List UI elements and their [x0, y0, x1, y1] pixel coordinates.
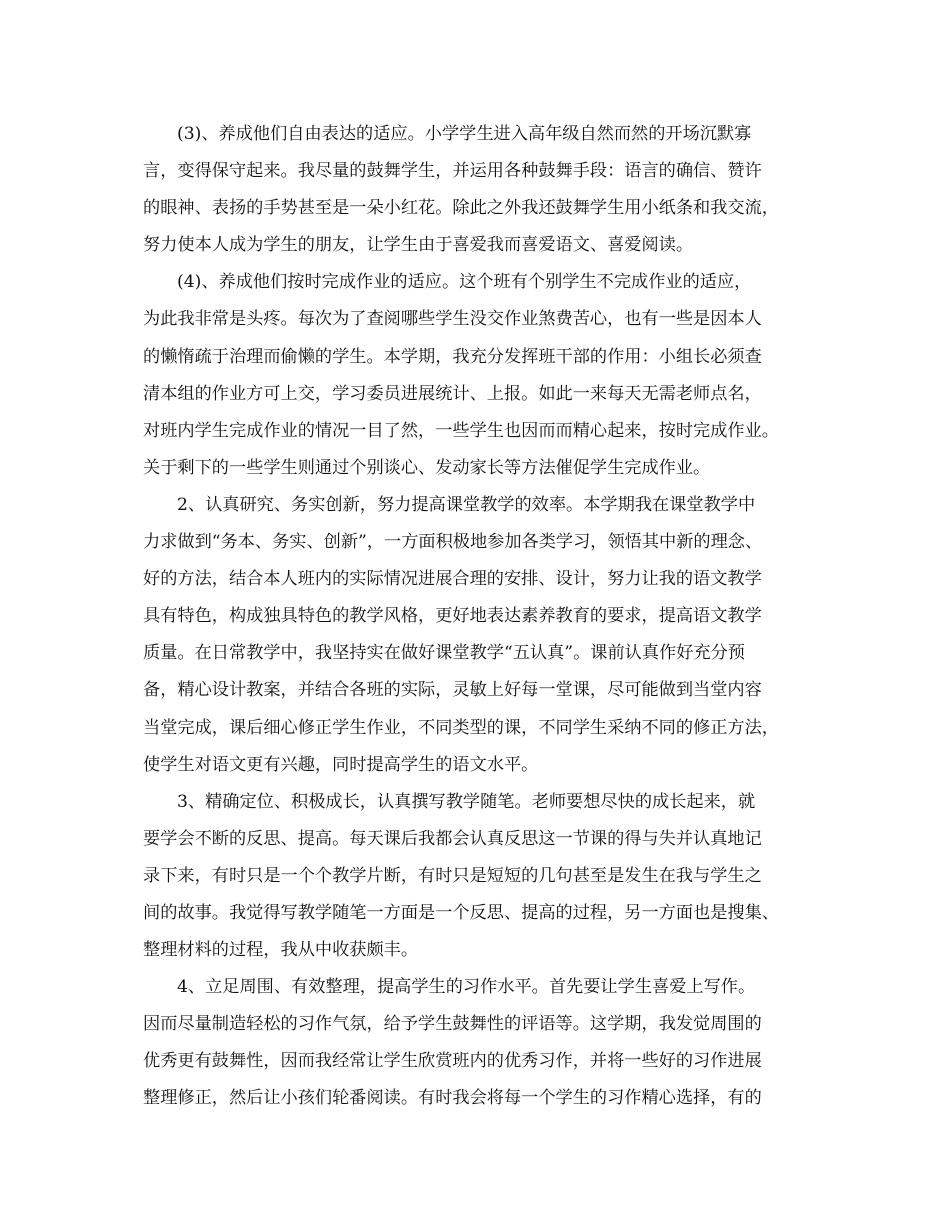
- text-line: 努力使本人成为学生的朋友，让学生由于喜爱我而喜爱语文、喜爱阅读。: [143, 235, 694, 256]
- text-line: 清本组的作业方可上交，学习委员进展统计、上报。如此一来每天无需老师点名，: [143, 383, 762, 404]
- text-line: 力求做到“务本、务实、创新”，一方面积极地参加各类学习，领悟其中新的理念、: [143, 532, 763, 553]
- text-line: 对班内学生完成作业的情况一目了然，一些学生也因而而精心起来，按时完成作业。: [143, 420, 779, 441]
- text-line: 4、立足周围、有效整理，提高学生的习作水平。首先要让学生喜爱上写作。: [177, 977, 756, 998]
- paragraph-classroom-efficiency: [143, 487, 829, 784]
- text-line: 因而尽量制造轻松的习作气氛，给予学生鼓舞性的评语等。这学期，我发觉周围的: [143, 1014, 762, 1035]
- text-line: 的眼神、表扬的手势甚至是一朵小红花。除此之外我还鼓舞学生用小纸条和我交流，: [143, 198, 779, 219]
- text-line: 间的故事。我觉得写教学随笔一方面是一个反思、提高的过程，另一方面也是搜集、: [143, 902, 779, 923]
- text-line: (4)、养成他们按时完成作业的适应。这个班有个别学生不完成作业的适应，: [177, 272, 752, 293]
- paragraph-writing-level: [143, 969, 829, 1117]
- text-line: 具有特色，构成独具特色的教学风格，更好地表达素养教育的要求，提高语文教学: [143, 606, 762, 627]
- text-line: 优秀更有鼓舞性，因而我经常让学生欣赏班内的优秀习作，并将一些好的习作进展: [143, 1051, 762, 1072]
- text-line: 关于剩下的一些学生则通过个别谈心、发动家长等方法催促学生完成作业。: [143, 457, 711, 478]
- text-line: 要学会不断的反思、提高。每天课后我都会认真反思这一节课的得与失并认真地记: [143, 828, 762, 849]
- text-line: 整理修正，然后让小孩们轮番阅读。有时我会将每一个学生的习作精心选择，有的: [143, 1088, 762, 1109]
- text-line: 整理材料的过程，我从中收获颇丰。: [143, 940, 419, 961]
- document-page: [143, 116, 829, 1118]
- paragraph-habit-homework: [143, 264, 829, 487]
- text-line: 为此我非常是头疼。每次为了查阅哪些学生没交作业煞费苦心，也有一些是因本人: [143, 309, 762, 330]
- text-line: 好的方法，结合本人班内的实际情况进展合理的安排、设计，努力让我的语文教学: [143, 569, 762, 590]
- text-line: 当堂完成，课后细心修正学生作业，不同类型的课，不同学生采纳不同的修正方法，: [143, 717, 779, 738]
- text-line: 的懒惰疏于治理而偷懒的学生。本学期，我充分发挥班干部的作用：小组长必须查: [143, 346, 762, 367]
- paragraph-teaching-notes: [143, 784, 829, 969]
- text-line: 2、认真研究、务实创新，努力提高课堂教学的效率。本学期我在课堂教学中: [177, 494, 756, 515]
- text-line: 使学生对语文更有兴趣，同时提高学生的语文水平。: [143, 754, 539, 775]
- text-line: 备，精心设计教案，并结合各班的实际，灵敏上好每一堂课，尽可能做到当堂内容: [143, 680, 762, 701]
- text-line: 质量。在日常教学中，我坚持实在做好课堂教学“五认真”。课前认真作好充分预: [143, 643, 745, 664]
- text-line: 录下来，有时只是一个个教学片断，有时只是短短的几句甚至是发生在我与学生之: [143, 865, 762, 886]
- text-line: 3、精确定位、积极成长，认真撰写教学随笔。老师要想尽快的成长起来，就: [177, 791, 756, 812]
- text-line: 言，变得保守起来。我尽量的鼓舞学生，并运用各种鼓舞手段：语言的确信、赞许: [143, 161, 762, 182]
- text-line: (3)、养成他们自由表达的适应。小学学生进入高年级自然而然的开场沉默寡: [177, 124, 752, 144]
- paragraph-habit-expression: [143, 116, 829, 264]
